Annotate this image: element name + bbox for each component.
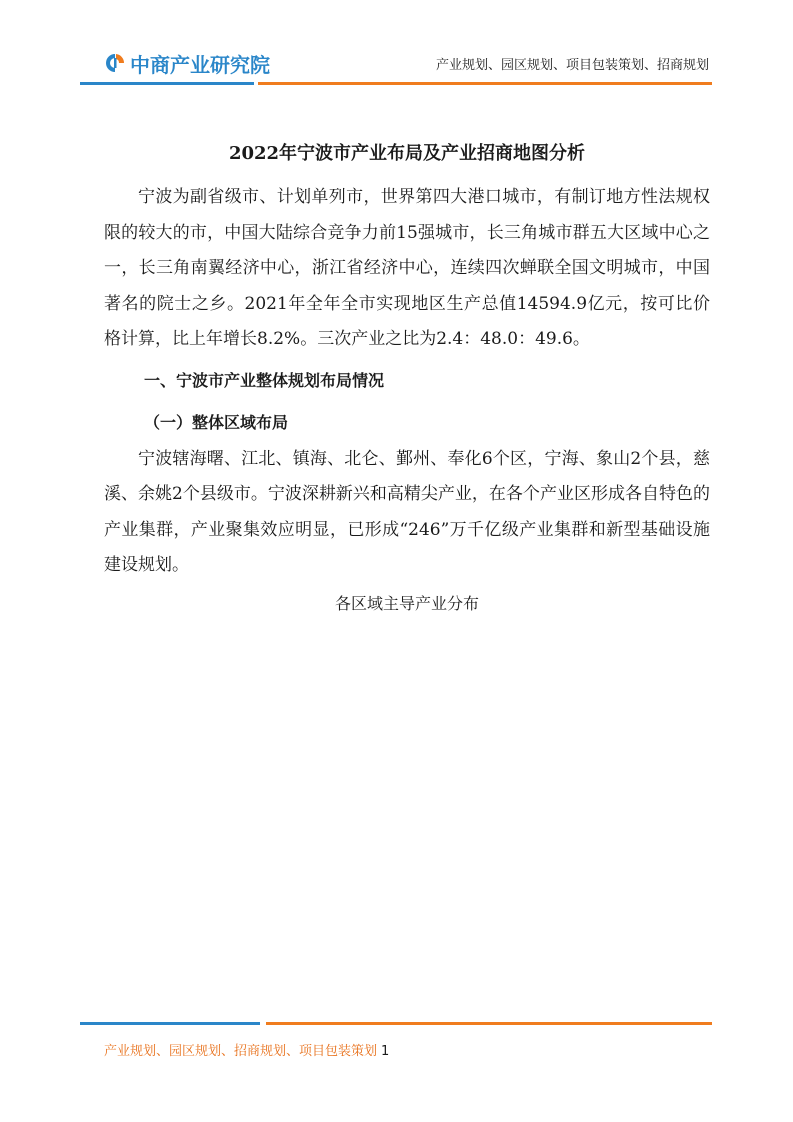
header-rule-orange bbox=[258, 82, 712, 85]
subsection-1-paragraph: 宁波辖海曙、江北、镇海、北仑、鄞州、奉化6个区，宁海、象山2个县，慈溪、余姚2个县级市。宁波深耕新兴和高精尖产业，在各个产业区形成各自特色的产业集群，产业聚集效应明显，已形成“246”万千亿级产业集群和新型基础设施建设规划。 bbox=[104, 448, 710, 575]
page-number: 1 bbox=[381, 1044, 390, 1059]
intro-paragraph: 宁波为副省级市、计划单列市，世界第四大港口城市，有制订地方性法规权限的较大的市，中国大陆综合竞争力前15强城市，长三角城市群五大区域中心之一，长三角南翼经济中心，浙江省经济中心，连续四次蝉联全国文明城市，中国著名的院士之乡。2021年全年全市实现地区生产总值14594.9亿元，按可比价格计算，比上年增长8.2%。三次产业之比为2.4：48.0：49.6。 bbox=[104, 187, 710, 349]
footer-text: 产业规划、园区规划、招商规划、项目包装策划 bbox=[104, 1044, 378, 1059]
document-body bbox=[104, 138, 710, 622]
logo-text: 中商产业研究院 bbox=[130, 52, 270, 77]
page-header bbox=[0, 0, 793, 90]
document-title: 2022年宁波市产业布局及产业招商地图分析 bbox=[228, 143, 586, 164]
zhongshang-logo-icon bbox=[104, 52, 126, 74]
subsection-1-heading: （一）整体区域布局 bbox=[144, 412, 289, 432]
page-footer bbox=[104, 1040, 389, 1059]
header-rule-blue bbox=[80, 82, 254, 85]
figure-caption: 各区域主导产业分布 bbox=[334, 593, 479, 613]
section-1-heading: 一、宁波市产业整体规划布局情况 bbox=[144, 370, 385, 390]
logo bbox=[104, 50, 270, 76]
header-tagline: 产业规划、园区规划、项目包装策划、招商规划 bbox=[435, 58, 709, 73]
footer-rule-blue bbox=[80, 1022, 260, 1025]
footer-rule-orange bbox=[266, 1022, 712, 1025]
